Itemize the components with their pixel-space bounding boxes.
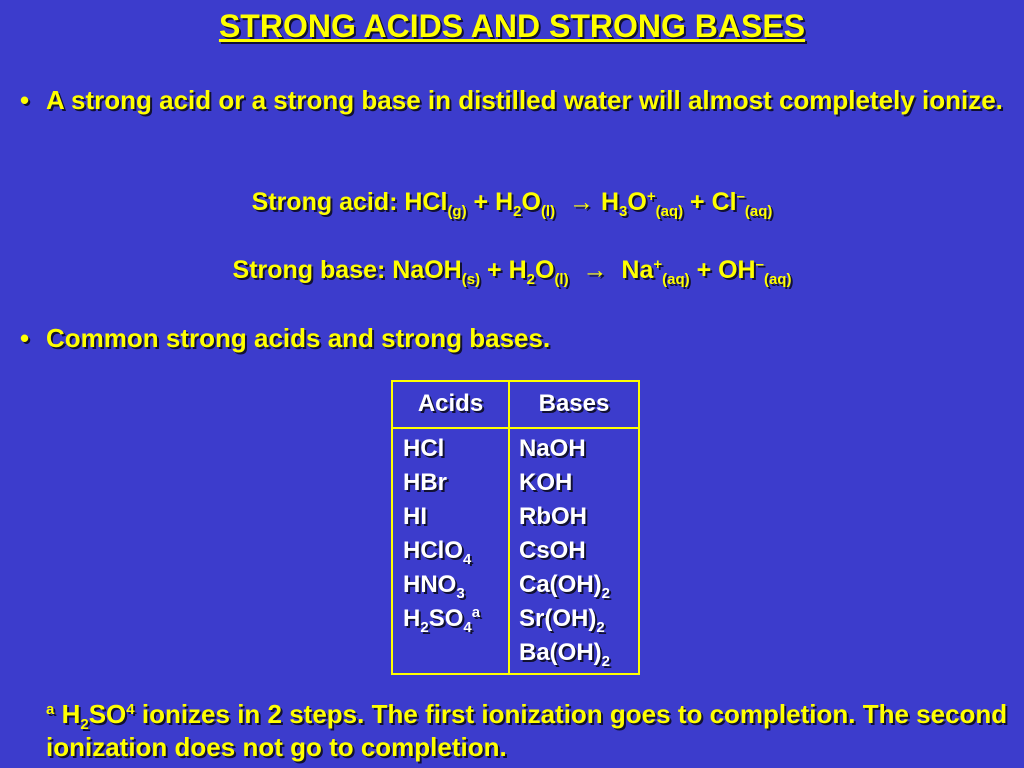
table-column-divider — [508, 382, 510, 673]
base-item: $Ba(OH)_2$ — [519, 639, 611, 670]
equation-label: Strong acid: — [251, 188, 405, 216]
acid-item: HClO$_4$ — [403, 537, 472, 568]
acid-item: HI — [403, 503, 427, 530]
base-item: CsOH — [519, 537, 586, 564]
state-subscript: (g) — [447, 203, 467, 220]
equation-term: O — [627, 188, 647, 216]
equation-term: NaOH — [392, 256, 462, 284]
state-subscript: (l) — [540, 203, 556, 220]
acids-column — [403, 432, 480, 636]
acid-item: HBr — [403, 469, 448, 496]
bases-column — [519, 432, 610, 670]
base-item: $Ca(OH)_2$ — [519, 571, 611, 602]
state-subscript: (aq) — [744, 203, 773, 220]
charge-superscript: + — [653, 256, 663, 273]
base-item: $Sr(OH)_2$ — [519, 605, 605, 636]
equation-term: + OH — [689, 256, 756, 284]
bullet-marker: • — [20, 323, 30, 353]
equation-term: + Cl — [683, 188, 737, 216]
footnote-marker: a — [46, 701, 55, 718]
subscript: 2 — [526, 271, 535, 288]
arrow-term: → Na — [568, 256, 654, 284]
equation-label: Strong base: — [232, 256, 393, 284]
equation-term: + H — [480, 256, 527, 284]
footnote-formula: $H_2SO^4$ — [61, 699, 135, 733]
charge-superscript: – — [736, 188, 745, 205]
state-subscript: (l) — [554, 271, 569, 288]
bullet-common-list — [20, 322, 920, 355]
table-header-divider — [393, 427, 638, 429]
charge-superscript: + — [646, 188, 656, 205]
equation-term: + H — [466, 188, 514, 216]
equation-strong-base — [0, 256, 1024, 288]
acid-item: $H_2SO_4^a$ — [403, 604, 481, 636]
footnote-text: ionizes in 2 steps. The first ionization goes to completion. The second ionization does not go to completion. — [46, 699, 1008, 762]
subscript: 3 — [619, 203, 628, 220]
state-subscript: (aq) — [763, 271, 792, 288]
state-subscript: (s) — [461, 271, 481, 288]
slide-title: STRONG ACIDS AND STRONG BASES — [218, 8, 806, 44]
bullet-strong-ionize — [20, 84, 1010, 117]
base-item: RbOH — [519, 503, 587, 530]
acids-bases-table — [391, 380, 640, 675]
base-item: KOH — [519, 469, 573, 496]
equation-term: HCl — [404, 188, 448, 216]
acid-item: $HNO_3$ — [403, 571, 465, 602]
subscript: 2 — [513, 203, 522, 220]
bullet-text: Common strong acids and strong bases. — [46, 323, 551, 353]
charge-superscript: – — [755, 256, 764, 273]
equation-term: O — [534, 256, 555, 284]
bullet-marker: • — [20, 85, 30, 115]
state-subscript: (aq) — [662, 271, 690, 288]
arrow-term: → H — [555, 188, 620, 216]
header-bases: Bases — [538, 390, 610, 417]
bullet-text: A strong acid or a strong base in distilled water will almost completely ionize. — [46, 85, 1003, 115]
header-acids: Acids — [417, 390, 484, 417]
equation-strong-acid — [0, 188, 1024, 220]
footnote — [46, 698, 1016, 764]
equation-term: O — [521, 188, 541, 216]
acid-item: HCl — [403, 435, 445, 462]
state-subscript: (aq) — [655, 203, 684, 220]
base-item: NaOH — [519, 435, 586, 462]
